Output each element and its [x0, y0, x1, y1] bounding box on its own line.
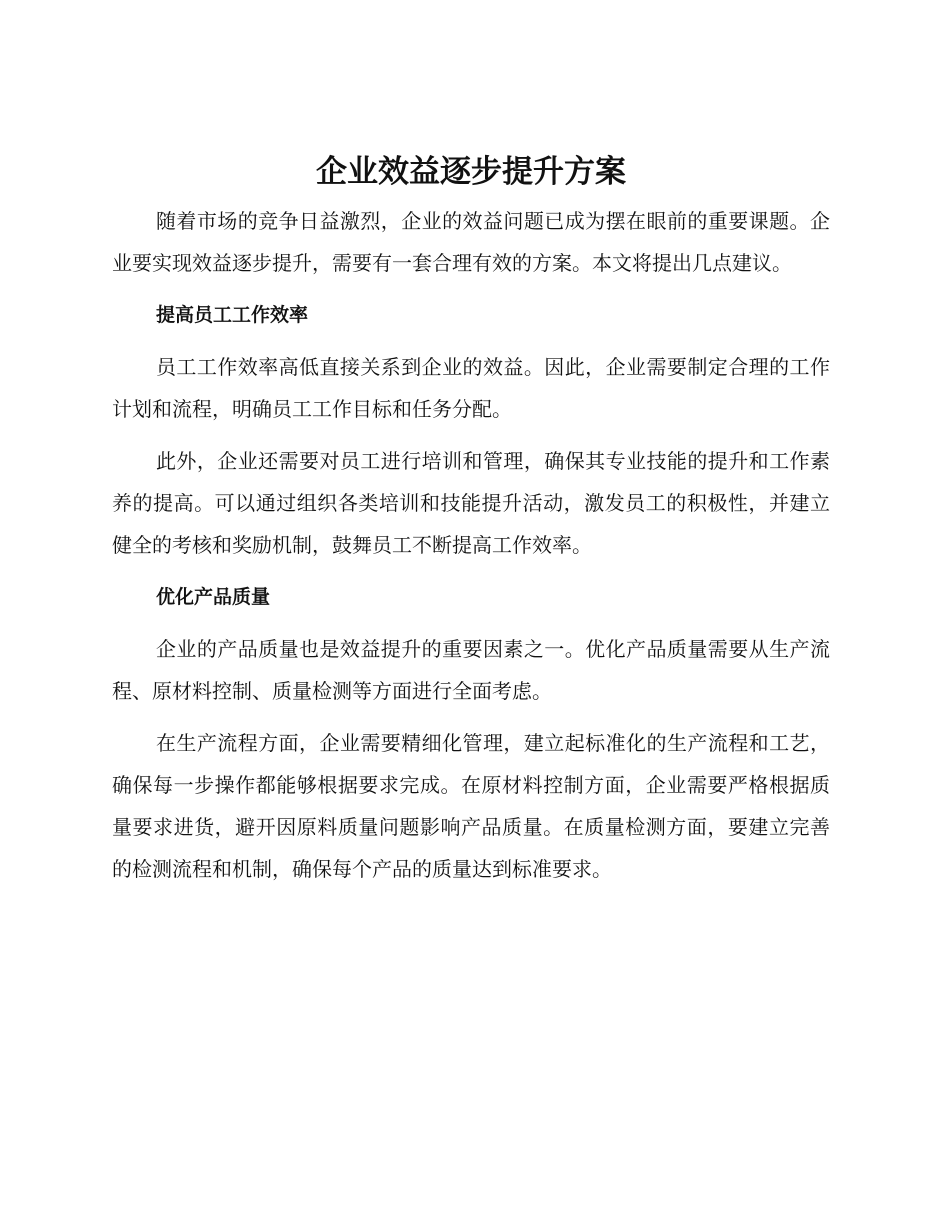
efficiency-paragraph-2: 此外，企业还需要对员工进行培训和管理，确保其专业技能的提升和工作素养的提高。可以通过组织各类培训和技能提升活动，激发员工的积极性，并建立健全的考核和奖励机制，鼓舞员工不断提高工作效率。: [112, 449, 830, 557]
quality-paragraph-1: 企业的产品质量也是效益提升的重要因素之一。优化产品质量需要从生产流程、原材料控制、质量检测等方面进行全面考虑。: [112, 637, 830, 703]
document-body: [112, 150, 830, 900]
document-title: 企业效益逐步提升方案: [316, 154, 626, 190]
quality-paragraph-2: 在生产流程方面，企业需要精细化管理，建立起标准化的生产流程和工艺，确保每一步操作都能够根据要求完成。在原材料控制方面，企业需要严格根据质量要求进货，避开因原料质量问题影响产品质量。在质量检测方面，要建立完善的检测流程和机制，确保每个产品的质量达到标准要求。: [112, 731, 830, 881]
efficiency-paragraph-1: 员工工作效率高低直接关系到企业的效益。因此，企业需要制定合理的工作计划和流程，明确员工工作目标和任务分配。: [112, 355, 830, 421]
section-heading-efficiency: 提高员工工作效率: [156, 304, 309, 326]
intro-paragraph: 随着市场的竞争日益激烈，企业的效益问题已成为摆在眼前的重要课题。企业要实现效益逐步提升，需要有一套合理有效的方案。本文将提出几点建议。: [112, 209, 830, 275]
section-heading-quality: 优化产品质量: [156, 586, 271, 608]
